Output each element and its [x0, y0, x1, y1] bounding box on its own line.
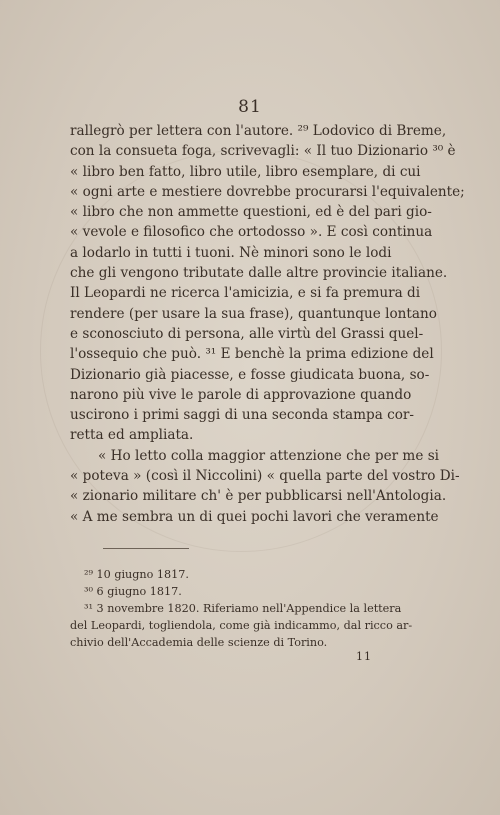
- body-line: che gli vengono tributate dalle altre provincie italiane.: [70, 265, 448, 282]
- footnote-line: ²⁹ 10 giugno 1817.: [84, 568, 189, 581]
- body-line: retta ed ampliata.: [70, 427, 194, 444]
- body-line: e sconosciuto di persona, alle virtù del Grassi quel-: [70, 325, 424, 342]
- page-number: 81: [238, 97, 262, 117]
- body-line: « poteva » (così il Niccolini) « quella parte del vostro Di-: [70, 468, 460, 485]
- body-text: [70, 121, 465, 527]
- footnote-line: del Leopardi, togliendola, come già indicammo, dal ricco ar-: [70, 619, 413, 632]
- body-line: l'ossequio che può. ³¹ E benchè la prima edizione del: [70, 346, 434, 363]
- body-line: « zionario militare ch' è per pubblicarsi nell'Antologia.: [70, 488, 447, 505]
- footnote-line: chivio dell'Accademia delle scienze di Torino.: [70, 636, 328, 649]
- body-line: rendere (per usare la sua frase), quantunque lontano: [70, 305, 437, 322]
- body-line: « Ho letto colla maggior attenzione che per me si: [98, 447, 440, 464]
- body-line: « libro ben fatto, libro utile, libro esemplare, di cui: [70, 163, 421, 180]
- body-line: « ogni arte e mestiere dovrebbe procurarsi l'equivalente;: [70, 183, 465, 200]
- body-line: con la consueta foga, scrivevagli: « Il tuo Dizionario ³⁰ è: [70, 143, 456, 160]
- body-line: uscirono i primi saggi di una seconda stampa cor-: [70, 407, 415, 424]
- body-line: narono più vive le parole di approvazione quando: [70, 386, 412, 403]
- body-line: « libro che non ammette questioni, ed è del pari gio-: [70, 204, 432, 221]
- body-line: « A me sembra un di quei pochi lavori che veramente: [70, 508, 439, 525]
- body-line: Il Leopardi ne ricerca l'amicizia, e si fa premura di: [70, 285, 421, 302]
- printer-signature-mark: 11: [356, 650, 372, 663]
- footnote-separator: [103, 548, 189, 549]
- footnotes: [70, 566, 413, 651]
- footnote-line: ³¹ 3 novembre 1820. Riferiamo nell'Appendice la lettera: [84, 602, 402, 615]
- footnote-line: ³⁰ 6 giugno 1817.: [84, 585, 182, 598]
- body-line: Dizionario già piacesse, e fosse giudicata buona, so-: [70, 366, 430, 383]
- body-line: a lodarlo in tutti i tuoni. Nè minori sono le lodi: [70, 244, 392, 261]
- body-line: rallegrò per lettera con l'autore. ²⁹ Lodovico di Breme,: [70, 123, 447, 139]
- body-line: « vevole e filosofico che ortodosso ». E così continua: [70, 224, 433, 241]
